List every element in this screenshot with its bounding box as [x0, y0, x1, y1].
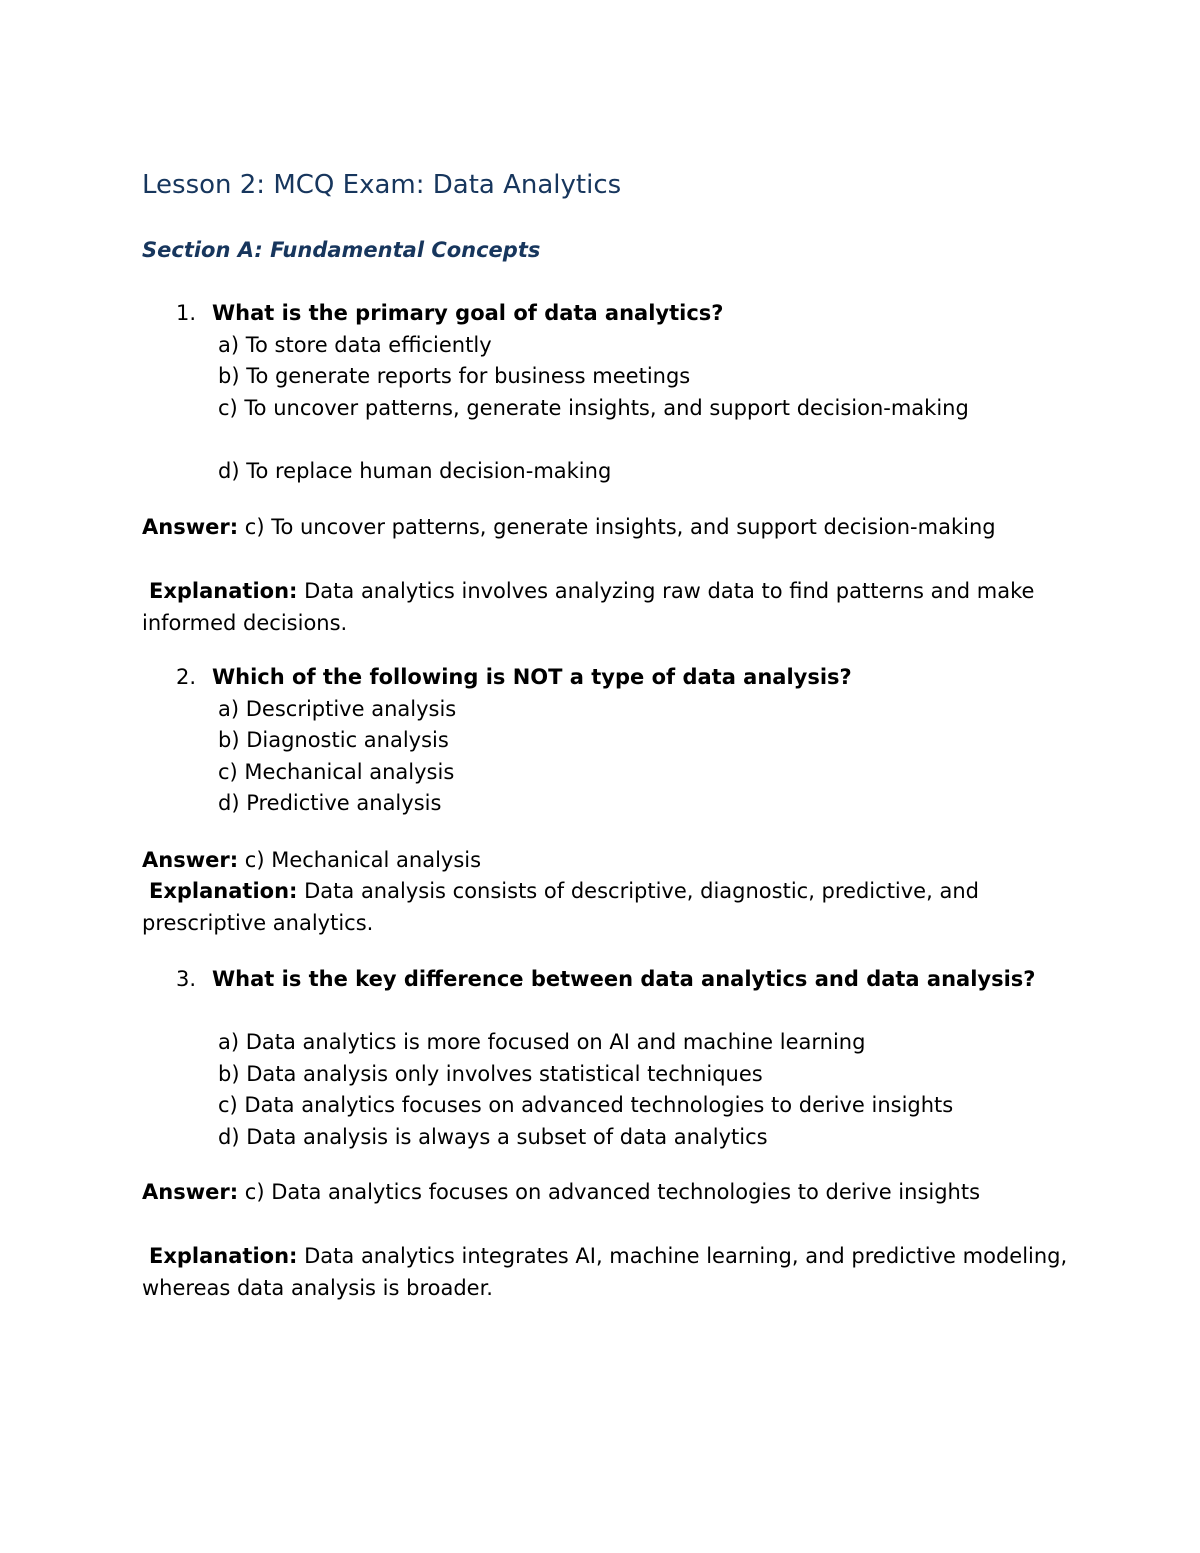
answer-2 — [142, 845, 1052, 877]
answer-text: c) Data analytics focuses on advanced technologies to derive insights — [244, 1180, 981, 1204]
explanation-1 — [142, 576, 1072, 639]
question-text: Which of the following is NOT a type of data analysis? — [212, 665, 852, 689]
option-a: a) Data analytics is more focused on AI and machine learning — [218, 1030, 866, 1054]
question-text: What is the key difference between data analytics and data analysis? — [212, 967, 1036, 991]
option-c: c) To uncover patterns, generate insights, and support decision-making — [218, 396, 969, 420]
option-b: b) To generate reports for business meetings — [218, 364, 691, 388]
explanation-label: Explanation: — [149, 879, 298, 903]
answer-label: Answer: — [142, 1180, 239, 1204]
option-a: a) Descriptive analysis — [218, 697, 457, 721]
explanation-label: Explanation: — [149, 579, 298, 603]
question-text: What is the primary goal of data analytics? — [212, 301, 724, 325]
option-b: b) Diagnostic analysis — [218, 728, 449, 752]
option-a: a) To store data efficiently — [218, 333, 492, 357]
explanation-label: Explanation: — [149, 1244, 298, 1268]
question-number: 1. — [176, 301, 197, 325]
answer-label: Answer: — [142, 515, 239, 539]
option-d: d) Predictive analysis — [218, 791, 442, 815]
option-c: c) Mechanical analysis — [218, 760, 455, 784]
explanation-text: Data analytics involves analyzing raw data to find patterns and make informed decisions. — [142, 579, 1035, 635]
explanation-3 — [142, 1241, 1072, 1304]
answer-label: Answer: — [142, 848, 239, 872]
section-heading: Section A: Fundamental Concepts — [142, 238, 541, 262]
explanation-2 — [142, 876, 1072, 939]
explanation-text: Data analysis consists of descriptive, diagnostic, predictive, and prescriptive analytics. — [142, 879, 979, 935]
answer-1 — [142, 512, 1052, 544]
option-c: c) Data analytics focuses on advanced technologies to derive insights — [218, 1093, 954, 1117]
explanation-text: Data analytics integrates AI, machine learning, and predictive modeling, whereas data analysis is broader. — [142, 1244, 1068, 1300]
answer-text: c) To uncover patterns, generate insights, and support decision-making — [244, 515, 996, 539]
page-title: Lesson 2: MCQ Exam: Data Analytics — [142, 170, 622, 200]
option-d: d) To replace human decision-making — [218, 459, 612, 483]
option-b: b) Data analysis only involves statistical techniques — [218, 1062, 763, 1086]
question-number: 2. — [176, 665, 197, 689]
question-number: 3. — [176, 967, 197, 991]
option-d: d) Data analysis is always a subset of data analytics — [218, 1125, 768, 1149]
answer-3 — [142, 1177, 1052, 1209]
answer-text: c) Mechanical analysis — [244, 848, 482, 872]
